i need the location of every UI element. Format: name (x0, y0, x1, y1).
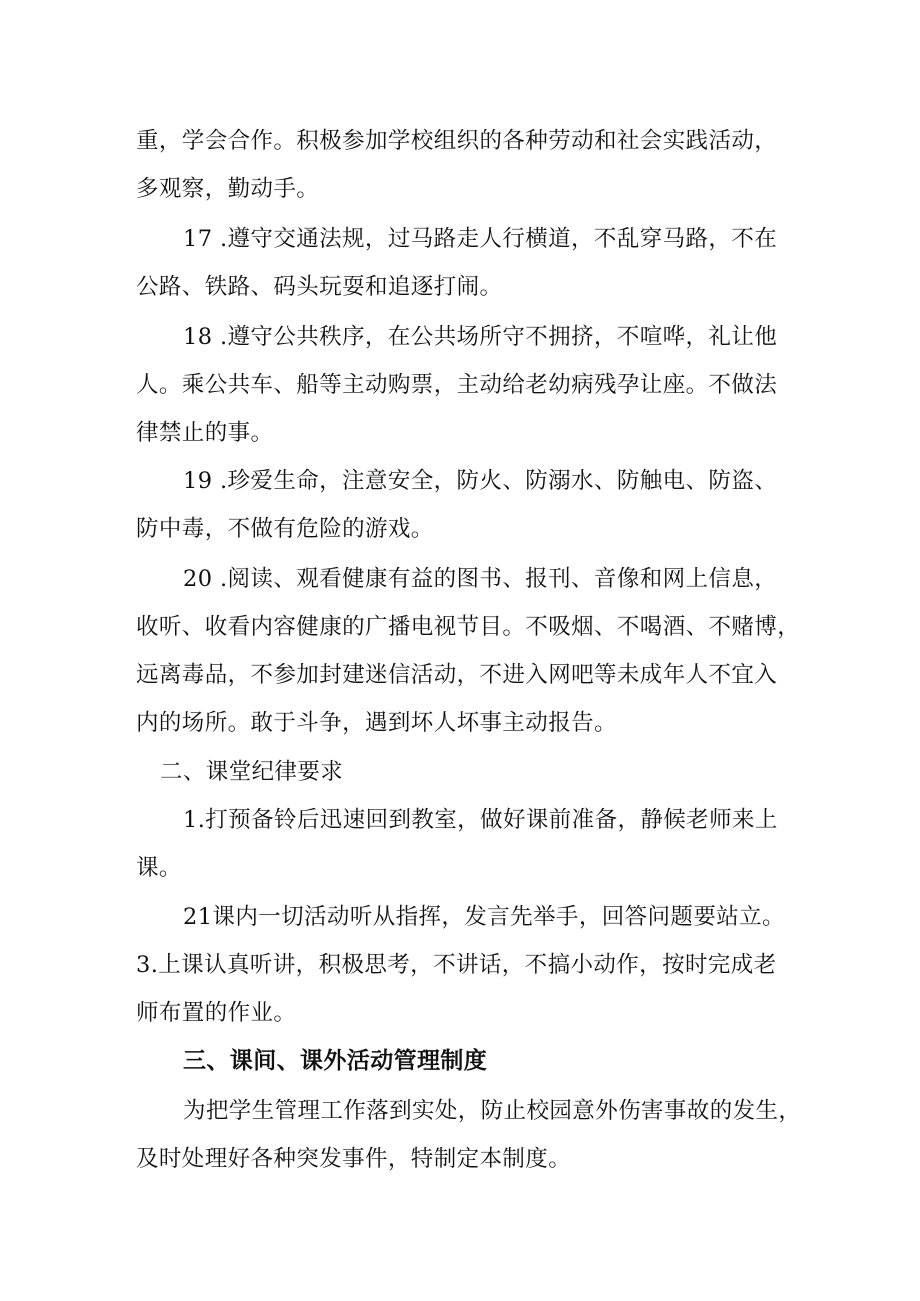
section-heading-2: 二、课堂纪律要求 (160, 759, 344, 785)
text-line: 人。乘公共车、船等主动购票，主动给老幼病残孕让座。不做法 (136, 372, 778, 398)
text-line: 为把学生管理工作落到实处，防止校园意外伤害事故的发生， (183, 1098, 802, 1124)
text-line: 收听、收看内容健康的广播电视节目。不吸烟、不喝酒、不赌博， (136, 614, 801, 640)
text-line: 17 .遵守交通法规，过马路走人行横道，不乱穿马路，不在 (183, 226, 778, 252)
text-line: 18 .遵守公共秩序，在公共场所守不拥挤，不喧哗，礼让他 (183, 324, 778, 350)
text-line: 防中毒，不做有危险的游戏。 (136, 516, 434, 542)
text-line: 21课内一切活动听从指挥，发言先举手，回答问题要站立。 (183, 904, 785, 930)
text-line: 内的场所。敢于斗争，遇到坏人坏事主动报告。 (136, 710, 617, 736)
text-line: 师布置的作业。 (136, 1000, 297, 1026)
text-line: 1.打预备铃后迅速回到教室，做好课前准备，静候老师来上 (183, 807, 778, 833)
text-line: 及时处理好各种突发事件，特制定本制度。 (136, 1146, 572, 1172)
text-line: 远离毒品，不参加封建迷信活动，不进入网吧等未成年人不宜入 (136, 662, 778, 688)
section-heading-3: 三、课间、课外活动管理制度 (183, 1048, 488, 1074)
text-line: 课。 (136, 855, 182, 881)
text-line: 律禁止的事。 (136, 420, 274, 446)
text-line: 20 .阅读、观看健康有益的图书、报刊、音像和网上信息， (183, 566, 778, 592)
text-line: 19 .珍爱生命，注意安全，防火、防溺水、防触电、防盗、 (183, 468, 778, 494)
text-line: 公路、铁路、码头玩耍和追逐打闹。 (136, 274, 503, 300)
text-line: 多观察，勤动手。 (136, 176, 320, 202)
text-line: 3.上课认真听讲，积极思考，不讲话，不搞小动作，按时完成老 (136, 952, 777, 978)
text-line: 重，学会合作。积极参加学校组织的各种劳动和社会实践活动， (136, 128, 778, 154)
